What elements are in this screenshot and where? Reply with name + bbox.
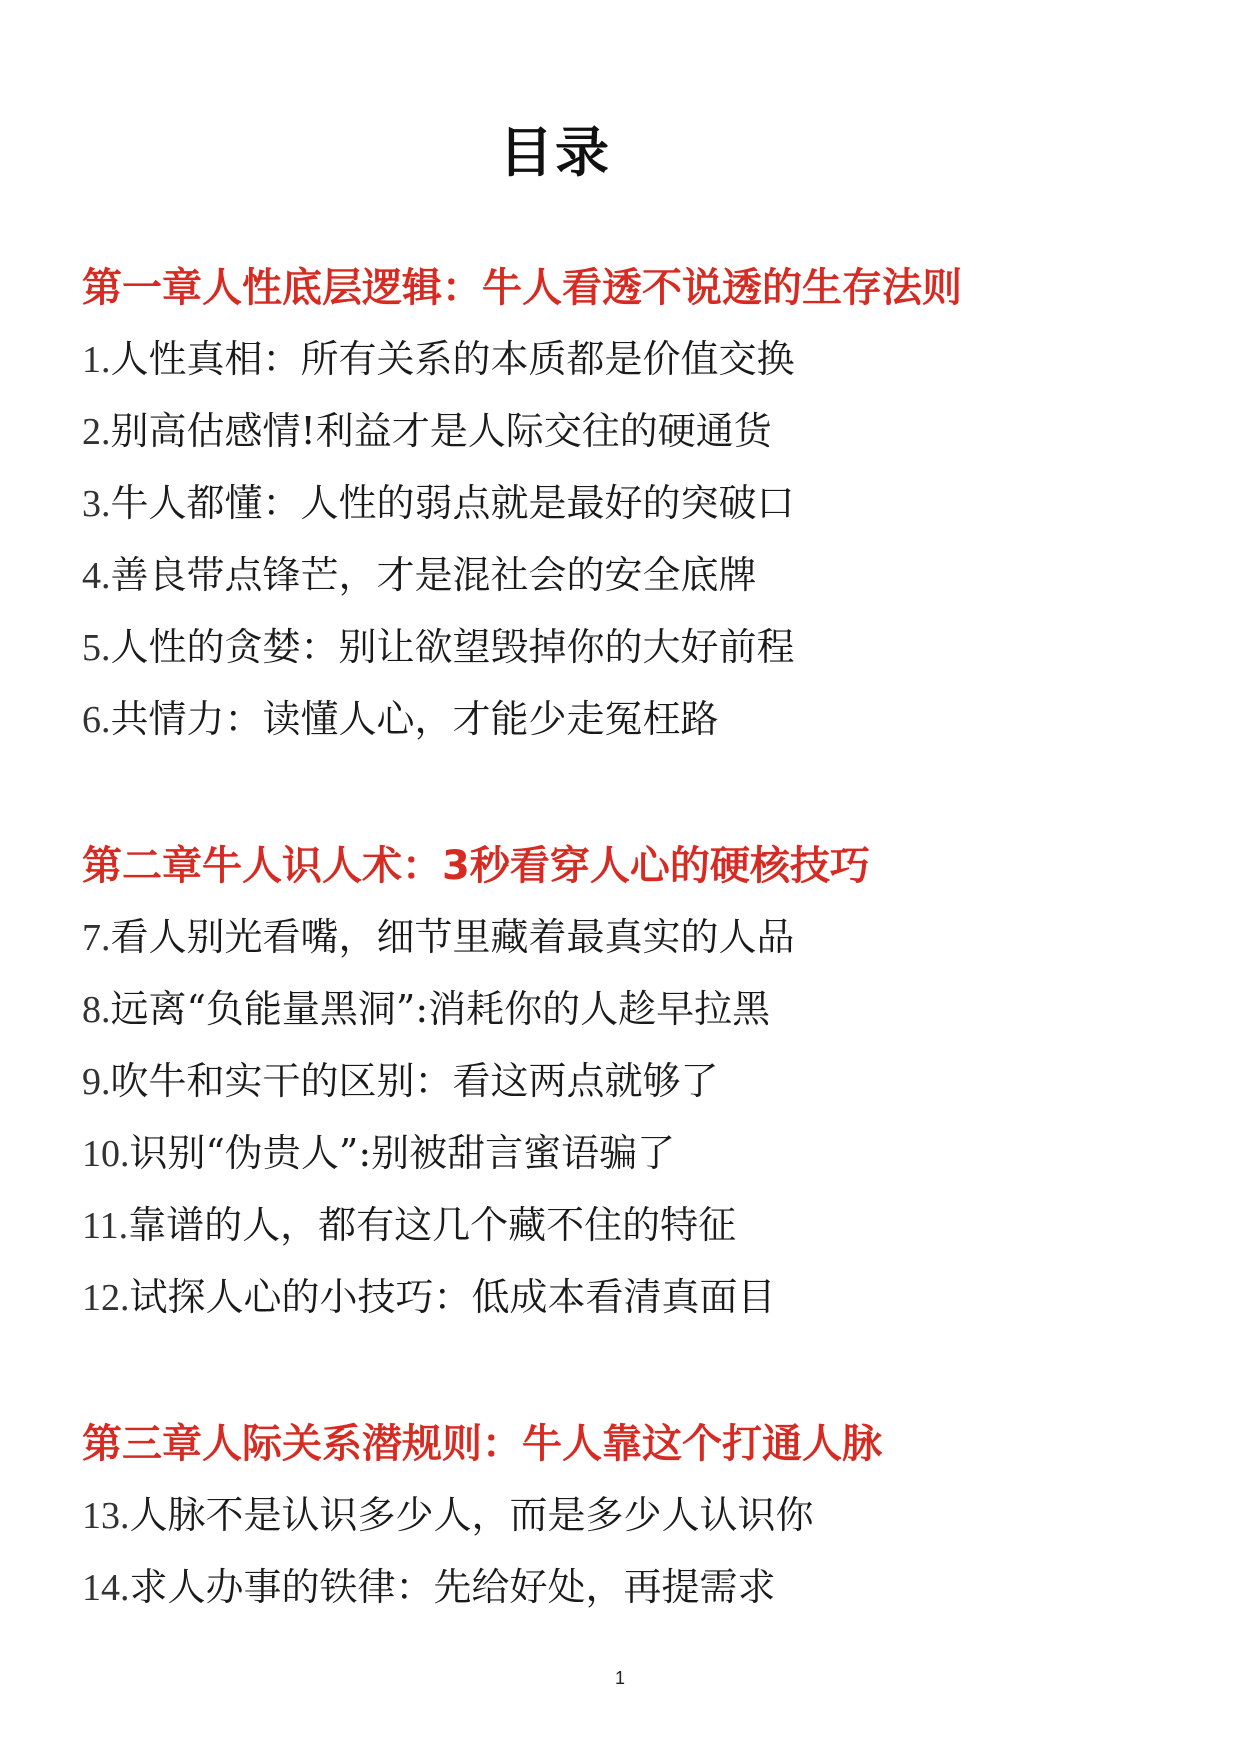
toc-item-text: 人脉不是认识多少人，而是多少人认识你	[129, 1493, 814, 1537]
toc-item	[82, 478, 1182, 528]
toc-item-number: 13.	[82, 1495, 130, 1537]
toc-item-number: 2.	[82, 411, 111, 453]
toc-item-number: 5.	[82, 627, 111, 669]
toc-item	[82, 694, 1182, 744]
toc-item	[82, 1056, 1182, 1106]
toc-item-text: 牛人都懂：人性的弱点就是最好的突破口	[110, 481, 795, 525]
toc-item-text: 人性真相：所有关系的本质都是价值交换	[110, 337, 795, 381]
toc-item	[82, 334, 1182, 384]
toc-item-text: 远离“负能量黑洞”:消耗你的人趁早拉黑	[110, 987, 771, 1031]
page-title: 目录	[499, 121, 611, 184]
toc-item	[82, 1200, 1182, 1250]
page-number: 1	[614, 1668, 625, 1688]
chapter-item-list	[82, 912, 1182, 1322]
toc-item-number: 12.	[82, 1277, 130, 1319]
chapter-heading: 第一章人性底层逻辑：牛人看透不说透的生存法则	[82, 265, 962, 311]
chapter-heading: 第二章牛人识人术：3秒看穿人心的硬核技巧	[82, 843, 870, 889]
toc-item-text: 识别“伪贵人”:别被甜言蜜语骗了	[129, 1131, 676, 1175]
toc-item-number: 11.	[82, 1205, 129, 1247]
chapter-2	[82, 840, 1182, 1344]
toc-item	[82, 1128, 1182, 1178]
toc-item-text: 人性的贪婪：别让欲望毁掉你的大好前程	[110, 625, 795, 669]
chapter-item-list	[82, 334, 1182, 744]
toc-item	[82, 912, 1182, 962]
toc-item-number: 10.	[82, 1133, 130, 1175]
toc-item-number: 3.	[82, 483, 111, 525]
chapter-heading: 第三章人际关系潜规则：牛人靠这个打通人脉	[82, 1421, 882, 1467]
toc-item	[82, 406, 1182, 456]
toc-item-number: 14.	[82, 1567, 130, 1609]
toc-item-text: 求人办事的铁律：先给好处，再提需求	[129, 1565, 776, 1609]
chapter-1	[82, 262, 1182, 766]
toc-item	[82, 984, 1182, 1034]
toc-item	[82, 550, 1182, 600]
toc-item	[82, 1272, 1182, 1322]
toc-item-number: 1.	[82, 339, 111, 381]
toc-item-text: 别高估感情!利益才是人际交往的硬通货	[110, 409, 772, 453]
toc-item-number: 4.	[82, 555, 111, 597]
toc-item-text: 看人别光看嘴，细节里藏着最真实的人品	[110, 915, 795, 959]
toc-item-number: 9.	[82, 1061, 111, 1103]
toc-item-text: 试探人心的小技巧：低成本看清真面目	[129, 1275, 776, 1319]
chapter-3	[82, 1418, 1182, 1634]
toc-item-number: 7.	[82, 917, 111, 959]
toc-item-number: 8.	[82, 989, 111, 1031]
chapter-item-list	[82, 1490, 1182, 1612]
toc-item-text: 共情力：读懂人心，才能少走冤枉路	[110, 697, 719, 741]
toc-item	[82, 1490, 1182, 1540]
toc-item-number: 6.	[82, 699, 111, 741]
toc-item	[82, 1562, 1182, 1612]
toc-item	[82, 622, 1182, 672]
toc-item-text: 吹牛和实干的区别：看这两点就够了	[110, 1059, 719, 1103]
toc-item-text: 善良带点锋芒，才是混社会的安全底牌	[110, 553, 757, 597]
toc-item-text: 靠谱的人，都有这几个藏不住的特征	[128, 1203, 737, 1247]
